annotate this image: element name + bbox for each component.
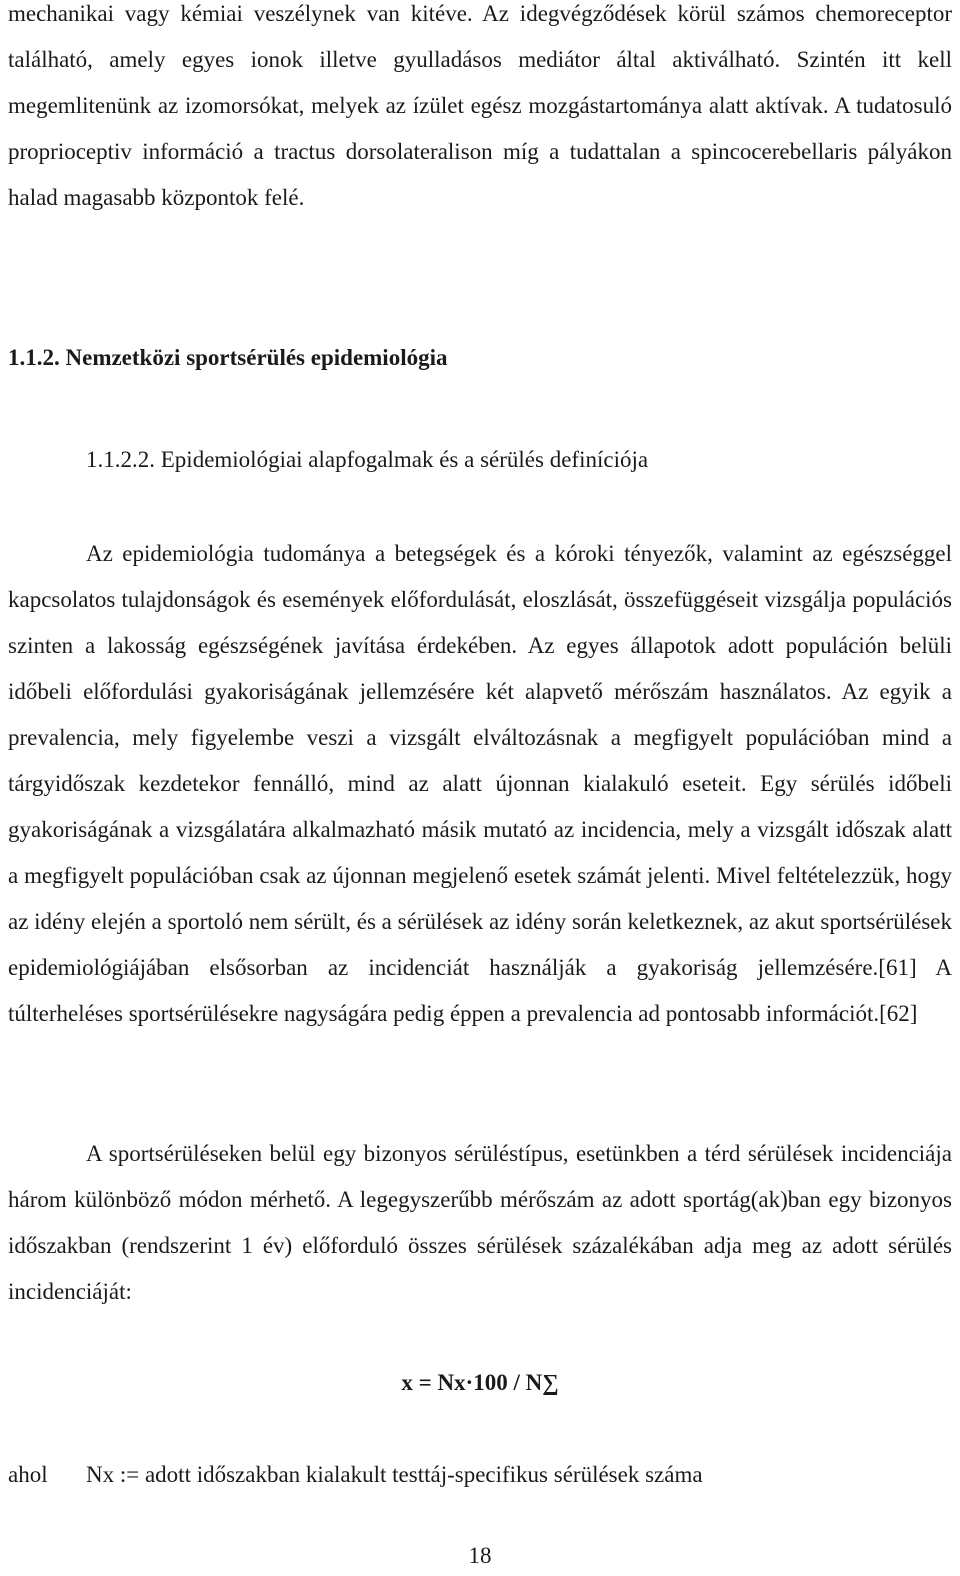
incidence-formula: x = Nx·100 / N∑ — [401, 1370, 559, 1395]
page-number: 18 — [468, 1543, 492, 1568]
formula-definition — [8, 1462, 703, 1488]
paragraph-proprioception: mechanikai vagy kémiai veszélynek van kitéve. Az idegvégződések körül számos chemoreceptor található, amely egyes ionok illetve gyulladásos mediátor által aktiválható. Szintén itt kell megemlitenünk az izomorsókat, melyek az ízület egész mozgástartománya alatt aktívak. A tudatosuló proprioceptiv információ a tractus dorsolateralison míg a tudattalan a spincocerebellaris pályákon halad magasabb központok felé. — [8, 1, 952, 210]
definition-label: ahol — [8, 1462, 48, 1487]
paragraph-epidemiology: Az epidemiológia tudománya a betegségek és a kóroki tényezők, valamint az egészséggel kapcsolatos tulajdonságok és események előfordulását, eloszlását, összefüggéseit vizsgálja populációs szinten a lakosság egészségének javítása érdekében. Az egyes állapotok adott populáción belüli időbeli előfordulási gyakoriságának jellemzésére két alapvető mérőszám használatos. Az egyik a prevalencia, mely figyelembe veszi a vizsgált elváltozásnak a megfigyelt populációban mind a tárgyidőszak kezdetekor fennálló, mind az alatt újonnan kialakuló eseteit. Egy sérülés időbeli gyakoriságának a vizsgálatára alkalmazható másik mutató az incidencia, mely a vizsgált időszak alatt a megfigyelt populációban csak az újonnan megjelenő esetek számát jelenti. Mivel feltételezzük, hogy az idény elején a sportoló nem sérült, és a sérülések az idény során keletkeznek, az akut sportsérülések epidemiológiájában elsősorban az incidenciát használják a gyakoriság jellemzésére.[61] A túlterheléses sportsérülésekre nagyságára pedig éppen a prevalencia ad pontosabb információt.[62] — [8, 541, 952, 1026]
section-heading: 1.1.2. Nemzetközi sportsérülés epidemiológia — [8, 345, 448, 370]
subsection-heading: 1.1.2.2. Epidemiológiai alapfogalmak és a sérülés definíciója — [86, 447, 649, 472]
paragraph-incidence: A sportsérüléseken belül egy bizonyos sérüléstípus, esetünkben a térd sérülések incidenciája három különböző módon mérhető. A legegyszerűbb mérőszám az adott sportág(ak)ban egy bizonyos időszakban (rendszerint 1 év) előforduló összes sérülések százalékában adja meg az adott sérülés incidenciáját: — [8, 1141, 952, 1304]
definition-text: Nx := adott időszakban kialakult testtáj-specifikus sérülések száma — [86, 1462, 703, 1487]
